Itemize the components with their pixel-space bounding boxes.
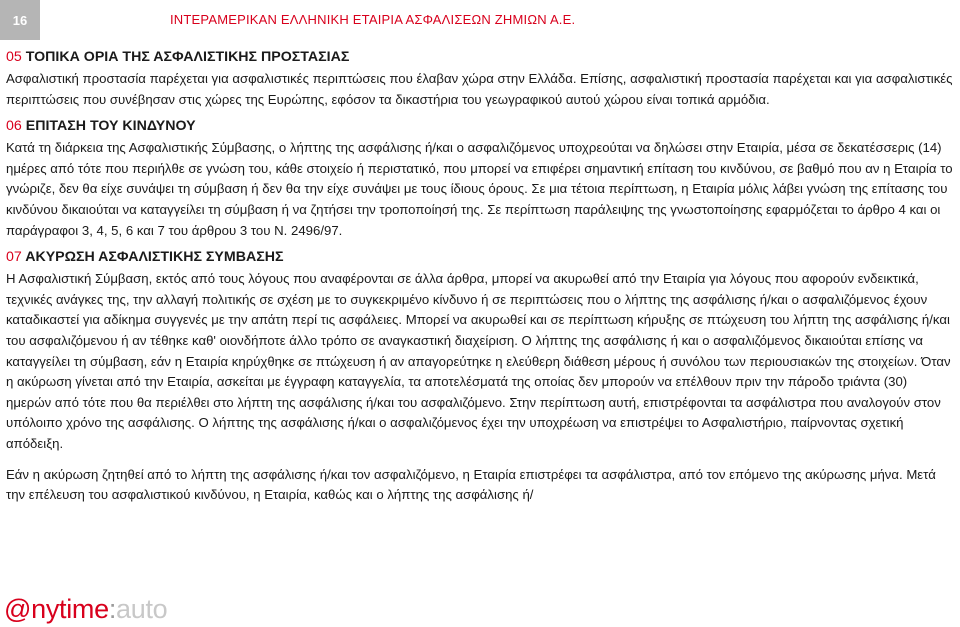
section-number: 06 [6,118,22,135]
section-title: ΕΠΙΤΑΣΗ ΤΟΥ ΚΙΝΔΥΝΟΥ [25,118,196,135]
section-07 [6,247,956,506]
document-body [6,47,956,512]
section-number: 05 [6,49,22,65]
section-heading [6,247,956,267]
paragraph: Ασφαλιστική προστασία παρέχεται για ασφαλιστικές περιπτώσεις που έλαβαν χώρα στην Ελλάδα. Επίσης, ασφαλιστική προστασία παρέχεται και για ασφαλιστικές περιπτώσεις που συνέβησαν στις χώρες της Ευρώπης, εφόσον τα δικαστήρια του γεωγραφικού αυτού χώρου είναι τοπικά αρμόδια. [6,71,953,107]
logo-separator: : [108,594,117,624]
section-05 [6,47,956,110]
section-heading [6,47,956,67]
page-header [0,0,960,40]
company-name: ΙΝΤΕΡΑΜΕΡΙΚΑΝ ΕΛΛΗΝΙΚΗ ΕΤΑΙΡΙΑ ΑΣΦΑΛΙΣΕΩΝ ΖΗΜΙΩΝ Α.Ε. [170,12,576,27]
paragraph: Κατά τη διάρκεια της Ασφαλιστικής Σύμβασης, ο λήπτης της ασφάλισης ή/και ο ασφαλιζόμενος υποχρεούται να δηλώσει στην Εταιρία, μέσα σε δεκατέσσερις (14) ημέρες από τότε που περιήλθε σε γνώση του, κάθε στοιχείο ή περιστατικό, που μπορεί να επιφέρει σημαντική επίταση του κινδύνου, σε βαθμό που αν η Εταιρία το γνώριζε, δεν θα είχε συνάψει τη σύμβαση ή δεν θα την είχε συνάψει με τους ίδιους όρους. Σε μια τέτοια περίπτωση, η Εταιρία μόλις λάβει γνώση της επίτασης του κινδύνου δικαιούται να καταγγείλει τη σύμβαση ή να ζητήσει την τροποποίησή της. Σε περίπτωση παράλειψης της γνωστοποίησης εφαρμόζεται το άρθρο 4 και οι παράγραφοι 3, 4, 5, 6 και 7 του άρθρου 3 του Ν. 2496/97. [6,140,953,238]
section-title: ΤΟΠΙΚΑ ΟΡΙΑ ΤΗΣ ΑΣΦΑΛΙΣΤΙΚΗΣ ΠΡΟΣΤΑΣΙΑΣ [25,49,350,65]
paragraph: Εάν η ακύρωση ζητηθεί από το λήπτη της ασφάλισης ή/και τον ασφαλιζόμενο, η Εταιρία επιστρέφει τα ασφάλιστρα, από τον επόμενο της ακύρωσης μήνα. Μετά την επέλευση του ασφαλιστικού κινδύνου, η Εταιρία, καθώς και ο λήπτης της ασφάλισης ή/ [6,466,936,503]
section-title: ΑΚΥΡΩΣΗ ΑΣΦΑΛΙΣΤΙΚΗΣ ΣΥΜΒΑΣΗΣ [25,249,284,266]
section-number: 07 [6,249,22,266]
paragraph: Η Ασφαλιστική Σύμβαση, εκτός από τους λόγους που αναφέρονται σε άλλα άρθρα, μπορεί να ακυρωθεί από την Εταιρία για λόγους που αφορούν ενδεικτικά, τεχνικές ανάγκες της, την αλλαγή πολιτικής σε σχέση με το συγκεκριμένο κίνδυνο ή σε περιπτώσεις που ο λήπτης της ασφάλισης ή/και ο ασφαλιζόμενος έχουν καταδικαστεί για αδίκημα συγγενές με την απάτη περί τις ασφάλειες. Μπορεί να ακυρωθεί και σε περίπτωση κήρυξης σε πτώχευση του λήπτη της ασφάλισης ή/και του ασφαλιζόμενου ή αν τέθηκε καθ' οιονδήποτε άλλο τρόπο σε αναγκαστική διαχείριση. Ο λήπτης της ασφάλισης ή και ο ασφαλιζόμενος δικαιούται επίσης να καταγγείλει τη σύμβαση, εάν η Εταιρία κηρύχθηκε σε πτώχευση ή αν απαγορεύτηκε η ελεύθερη διάθεση μέρους ή συνόλου των περιουσιακών της στοιχείων. Όταν η ακύρωση γίνεται από την Εταιρία, ασκείται με έγγραφη καταγγελία, τα αποτελέσματά της οποίας δεν μπορούν να επέλθουν πριν την πάροδο τριάντα (30) ημερών από τότε που θα περιέλθει στο λήπτη της ασφάλισης ή/και του ασφαλιζόμενο. Στην περίπτωση αυτή, επιστρέφονται τα ασφάλιστρα που αναλογούν στον υπόλοιπο χρόνο της ασφάλισης. Ο λήπτης της ασφάλισης ή/και ο ασφαλιζόμενος έχει την υποχρέωση να επιστρέψει το Ασφαλιστήριο, παίρνοντας σχετική απόδειξη. [6,271,951,451]
page-number: 16 [0,0,40,40]
logo-brand: @nytime [4,594,109,624]
logo-sub: auto [116,594,168,624]
anytime-auto-logo [4,594,167,624]
section-heading [6,116,956,136]
section-06 [6,116,956,241]
